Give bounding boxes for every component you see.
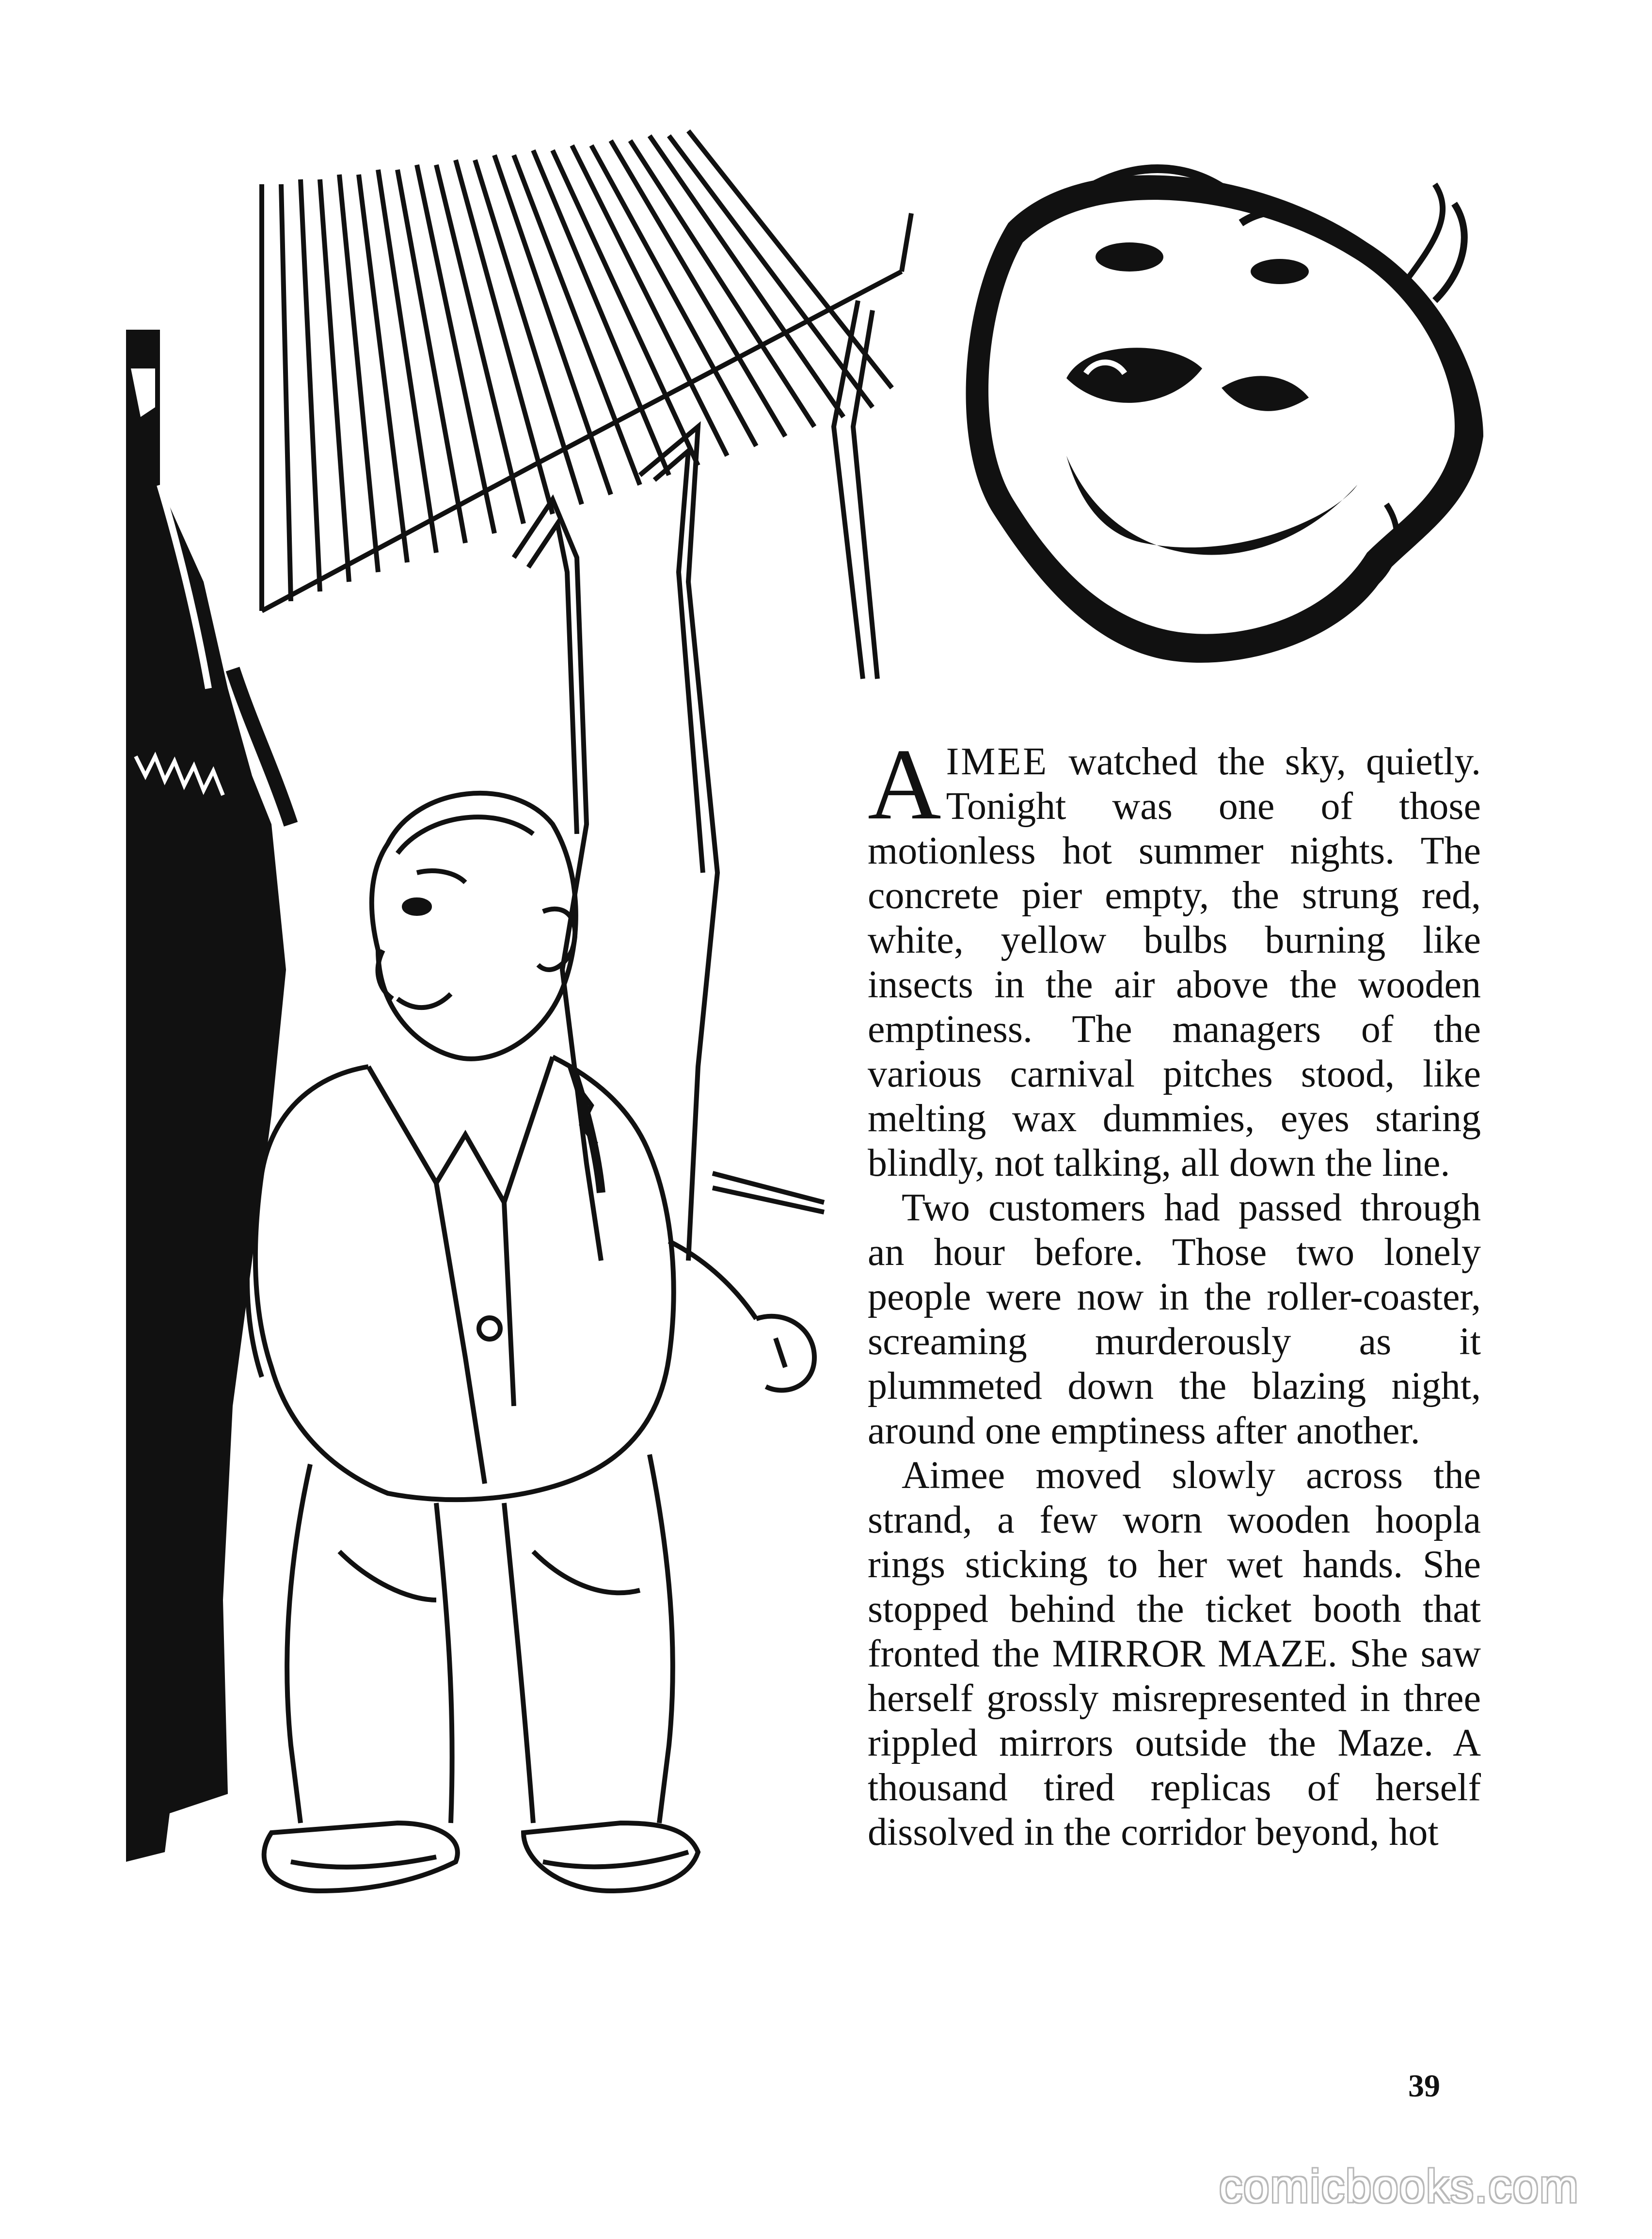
- watermark: comicbooks.com: [1219, 2160, 1579, 2212]
- story-paragraph: Two customers had passed through an hour before. Those two lonely people were now in the roller-coaster, screaming murderously as it plummeted down the blazing night, around one emptiness after another.: [868, 1186, 1481, 1452]
- grinning-clown-face-icon: [966, 169, 1483, 663]
- story-paragraph: [868, 728, 1481, 1185]
- story-text: [868, 728, 1481, 1855]
- page-number: 39: [1408, 2068, 1440, 2104]
- drop-cap: A: [868, 728, 941, 841]
- lead-word: IMEE: [946, 740, 1049, 783]
- small-man-in-suit-figure: [247, 793, 814, 1891]
- dark-doorway: [126, 330, 291, 1862]
- paragraph-text: watched the sky, quietly. Tonight was one of those motionless hot summer nights. The concrete pier empty, the strung red, white, yellow bulbs burning like insects in the air above the wooden emptiness. The managers of the various carnival pitches stood, like melting wax dummies, eyes staring blindly, not talking, all down the line.: [868, 740, 1481, 1184]
- story-paragraph: Aimee moved slowly across the strand, a few worn wooden hoopla rings sticking to her wet hands. She stopped behind the ticket booth that fronted the MIRROR MAZE. She saw herself grossly misrepresented in three rippled mirrors outside the Maze. A thousand tired replicas of herself dissolved in the corridor beyond, hot: [868, 1454, 1481, 1854]
- striped-awning: [262, 131, 911, 611]
